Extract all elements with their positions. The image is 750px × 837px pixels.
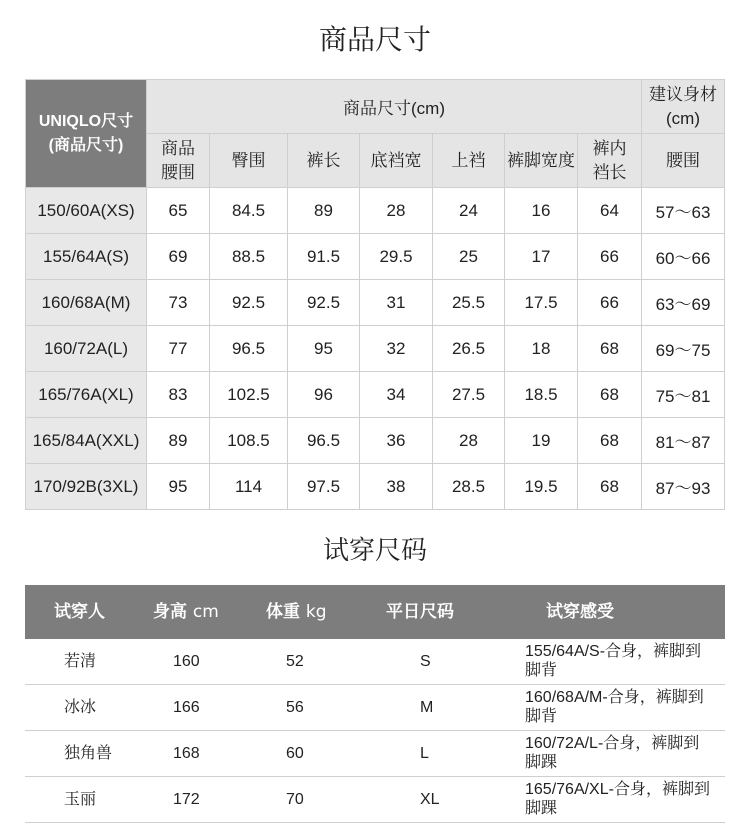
tryon-person: 冰冰: [64, 699, 97, 716]
column-header-label: 裤脚宽度: [507, 150, 575, 170]
tryon-table: [25, 585, 725, 823]
column-header: [505, 134, 578, 188]
table-cell: 87～93: [642, 464, 725, 510]
table-cell: 68: [578, 464, 642, 510]
table-cell: 66: [578, 234, 642, 280]
table-cell: 65: [147, 188, 210, 234]
table-row: [26, 464, 725, 510]
suggest-header: [642, 80, 725, 134]
tryon-weight: 52: [286, 653, 304, 670]
table-cell: 36: [360, 418, 433, 464]
header-weight: [266, 585, 327, 639]
size-label-cell: 160/68A(M): [26, 280, 147, 326]
suggest-unit: (cm): [666, 108, 700, 128]
tryon-feedback-line: 160/72A/L-合身，裤脚到: [525, 735, 700, 752]
table-cell: 96: [288, 372, 360, 418]
column-header-label: 臀围: [231, 150, 266, 170]
column-header-label: 上裆: [451, 150, 486, 170]
size-label-cell: 155/64A(S): [26, 234, 147, 280]
brand-sublabel: (商品尺寸): [48, 136, 124, 154]
tryon-feedback-line: 155/64A/S-合身，裤脚到: [525, 643, 702, 660]
table-cell: 84.5: [210, 188, 288, 234]
table-cell: 92.5: [288, 280, 360, 326]
tryon-person: 独角兽: [64, 745, 113, 762]
table-cell: 24: [433, 188, 505, 234]
tryon-height: 160: [173, 653, 200, 670]
page-title: 商品尺寸: [318, 23, 431, 56]
header-height-unit: cm: [192, 602, 219, 622]
table-cell: 102.5: [210, 372, 288, 418]
table-cell: 92.5: [210, 280, 288, 326]
table-cell: 16: [505, 188, 578, 234]
brand-header-cell: [26, 80, 147, 188]
tryon-feedback-line: 脚踝: [525, 754, 558, 771]
table-cell: 89: [288, 188, 360, 234]
brand-label: UNIQLO尺寸: [38, 112, 134, 130]
table-cell: 25.5: [433, 280, 505, 326]
table-cell: 29.5: [360, 234, 433, 280]
tryon-feedback-line: 165/76A/XL-合身，裤脚到: [525, 781, 710, 798]
table-cell: 28.5: [433, 464, 505, 510]
table-cell: 68: [578, 418, 642, 464]
table-cell: 97.5: [288, 464, 360, 510]
table-cell: 83: [147, 372, 210, 418]
table-cell: 96.5: [210, 326, 288, 372]
table-cell: 96.5: [288, 418, 360, 464]
table-cell: 38: [360, 464, 433, 510]
tryon-weight: 60: [286, 745, 304, 762]
column-header: [433, 134, 505, 188]
table-row: [26, 326, 725, 372]
tryon-height: 168: [173, 745, 200, 762]
table-cell: 32: [360, 326, 433, 372]
column-header: [578, 134, 642, 188]
size-table: [25, 79, 725, 510]
size-label-cell: 150/60A(XS): [26, 188, 147, 234]
table-row: [26, 372, 725, 418]
header-height-label: 身高: [153, 602, 187, 622]
tryon-feedback: [525, 642, 725, 680]
tryon-weight: 56: [286, 699, 304, 716]
table-cell: 95: [147, 464, 210, 510]
header-feedback: 试穿感受: [546, 602, 614, 622]
table-cell: 64: [578, 188, 642, 234]
tryon-height: 172: [173, 791, 200, 808]
table-cell: 19.5: [505, 464, 578, 510]
list-item: [25, 777, 725, 823]
list-item: [25, 639, 725, 685]
group-header: 商品尺寸(cm): [147, 80, 642, 134]
column-header-label: 裤内: [592, 138, 627, 158]
column-header-label: 腰围: [666, 150, 700, 170]
column-header-label: 腰围: [161, 162, 195, 182]
header-person: 试穿人: [54, 602, 105, 622]
tryon-feedback-line: 脚背: [525, 708, 558, 725]
table-row: [26, 418, 725, 464]
column-header: [288, 134, 360, 188]
header-height: [153, 585, 219, 639]
tryon-feedback: [525, 734, 725, 772]
tryon-person: 玉丽: [64, 791, 97, 808]
table-cell: 19: [505, 418, 578, 464]
table-cell: 18: [505, 326, 578, 372]
list-item: [25, 685, 725, 731]
table-cell: 60～66: [642, 234, 725, 280]
size-label-cell: 165/76A(XL): [26, 372, 147, 418]
table-cell: 81～87: [642, 418, 725, 464]
tryon-header: [25, 585, 725, 639]
tryon-weight: 70: [286, 791, 304, 808]
table-cell: 57～63: [642, 188, 725, 234]
table-cell: 69～75: [642, 326, 725, 372]
column-header-label: 裤长: [306, 150, 341, 170]
header-size: 平日尺码: [386, 602, 454, 622]
tryon-feedback-line: 160/68A/M-合身，裤脚到: [525, 689, 704, 706]
table-cell: 34: [360, 372, 433, 418]
tryon-feedback-line: 脚踝: [525, 800, 558, 817]
table-cell: 89: [147, 418, 210, 464]
tryon-height: 166: [173, 699, 200, 716]
tryon-feedback: [525, 780, 725, 818]
table-cell: 91.5: [288, 234, 360, 280]
table-cell: 25: [433, 234, 505, 280]
table-cell: 75～81: [642, 372, 725, 418]
column-header: [642, 134, 725, 188]
table-cell: 28: [360, 188, 433, 234]
table-row: [26, 188, 725, 234]
tryon-person: 若清: [64, 653, 97, 670]
table-row: [26, 234, 725, 280]
tryon-size: S: [420, 653, 431, 670]
size-label-cell: 165/84A(XXL): [26, 418, 147, 464]
table-cell: 63～69: [642, 280, 725, 326]
table-row: [26, 280, 725, 326]
table-cell: 17: [505, 234, 578, 280]
size-label-cell: 170/92B(3XL): [26, 464, 147, 510]
column-header: [147, 134, 210, 188]
column-header-label: 底裆宽: [370, 150, 422, 170]
table-cell: 18.5: [505, 372, 578, 418]
table-cell: 108.5: [210, 418, 288, 464]
table-cell: 27.5: [433, 372, 505, 418]
tryon-size: XL: [420, 791, 440, 808]
table-cell: 17.5: [505, 280, 578, 326]
list-item: [25, 731, 725, 777]
table-cell: 68: [578, 372, 642, 418]
column-header-label: 商品: [161, 138, 195, 158]
table-cell: 69: [147, 234, 210, 280]
table-cell: 73: [147, 280, 210, 326]
table-cell: 114: [210, 464, 288, 510]
tryon-feedback-line: 脚背: [525, 662, 558, 679]
column-header: [210, 134, 288, 188]
table-cell: 28: [433, 418, 505, 464]
table-cell: 68: [578, 326, 642, 372]
tryon-size: L: [420, 745, 429, 762]
table-cell: 26.5: [433, 326, 505, 372]
table-cell: 31: [360, 280, 433, 326]
column-header-label: 裆长: [592, 162, 627, 182]
tryon-title: 试穿尺码: [322, 536, 427, 566]
table-cell: 95: [288, 326, 360, 372]
tryon-feedback: [525, 688, 725, 726]
header-weight-label: 体重: [266, 602, 300, 622]
table-cell: 77: [147, 326, 210, 372]
tryon-size: M: [420, 699, 434, 716]
header-weight-unit: kg: [305, 602, 327, 622]
table-cell: 66: [578, 280, 642, 326]
suggest-label: 建议身材: [649, 84, 717, 104]
column-header: [360, 134, 433, 188]
table-cell: 88.5: [210, 234, 288, 280]
size-label-cell: 160/72A(L): [26, 326, 147, 372]
